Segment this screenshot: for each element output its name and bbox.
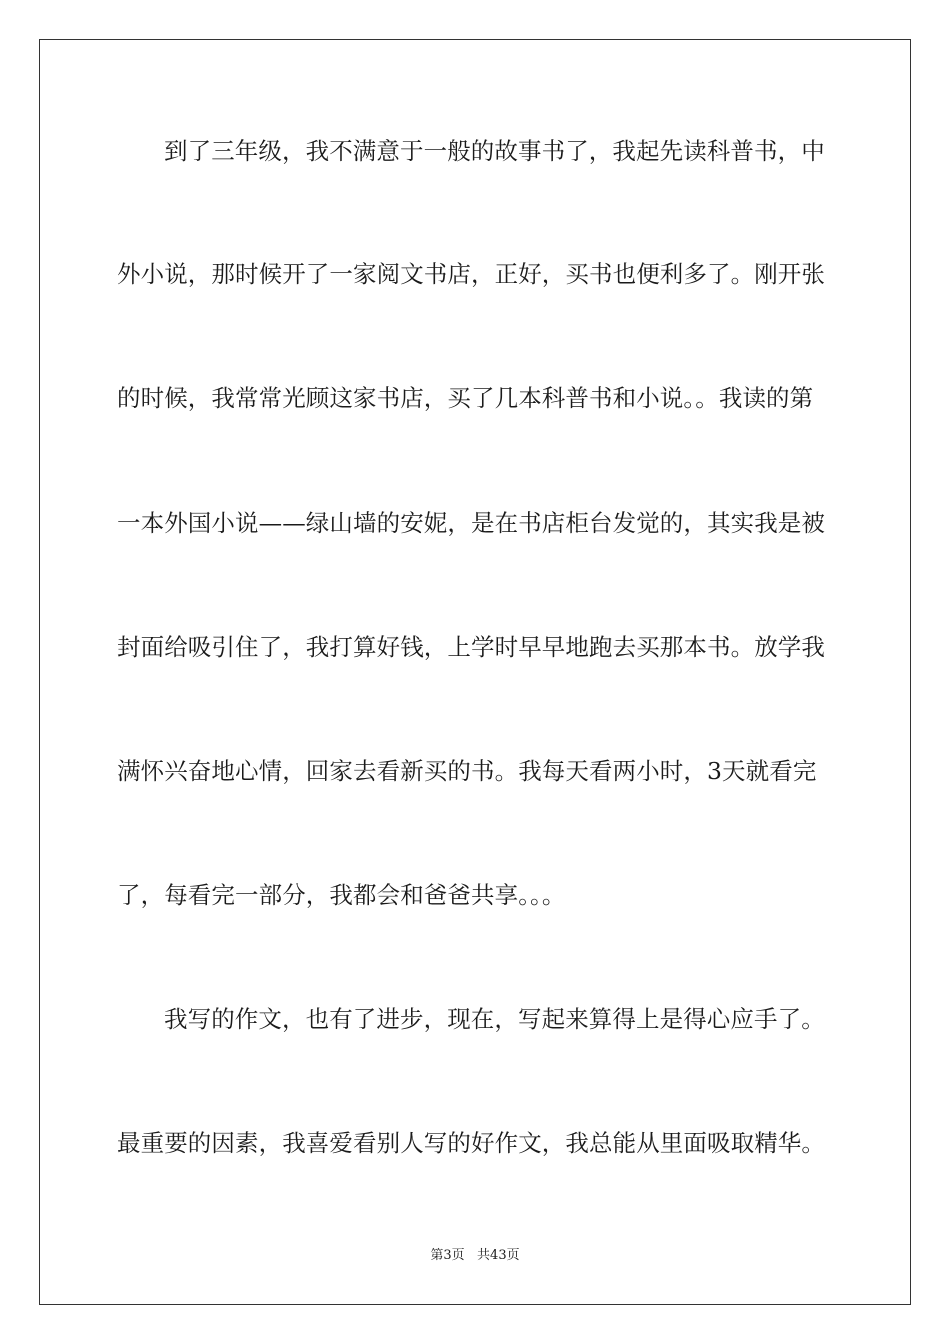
page-frame <box>39 39 911 1305</box>
paragraph-1-line-2: 外小说，那时候开了一家阅文书店，正好，买书也便利多了。刚开张 <box>117 260 825 288</box>
paragraph-1-line-4: 一本外国小说——绿山墙的安妮，是在书店柜台发觉的，其实我是被 <box>117 509 825 537</box>
page-number-footer: 第3页 共43页 <box>430 1248 520 1263</box>
paragraph-2-line-1: 我写的作文，也有了进步，现在，写起来算得上是得心应手了。 <box>164 1005 825 1033</box>
paragraph-1-line-7: 了，每看完一部分，我都会和爸爸共享。。。 <box>117 881 566 909</box>
paragraph-2-line-2: 最重要的因素，我喜爱看别人写的好作文，我总能从里面吸取精华。 <box>117 1129 825 1157</box>
paragraph-1-line-6: 满怀兴奋地心情，回家去看新买的书。我每天看两小时，3天就看完 <box>117 757 817 785</box>
paragraph-1-line-1: 到了三年级，我不满意于一般的故事书了，我起先读科普书，中 <box>164 137 825 165</box>
paragraph-1-line-3: 的时候，我常常光顾这家书店，买了几本科普书和小说。。我读的第 <box>117 384 814 412</box>
paragraph-1-line-5: 封面给吸引住了，我打算好钱，上学时早早地跑去买那本书。放学我 <box>117 633 825 661</box>
